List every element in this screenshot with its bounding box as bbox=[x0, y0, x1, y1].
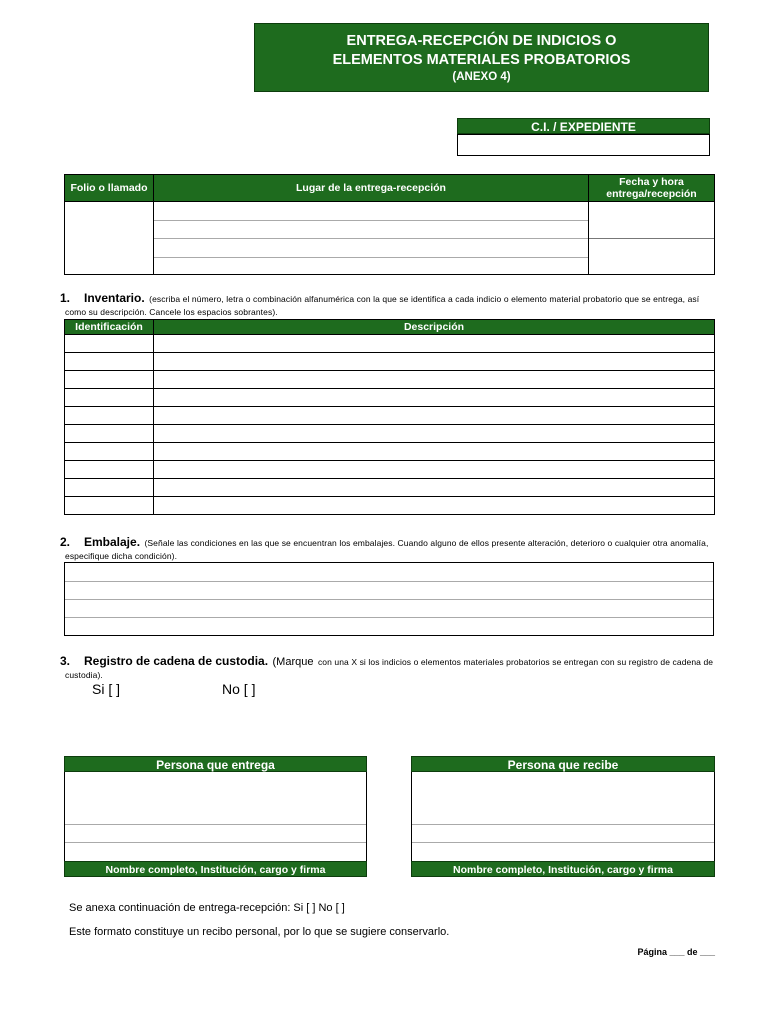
embalaje-title: Embalaje. bbox=[84, 535, 141, 549]
lugar-field[interactable] bbox=[154, 202, 589, 275]
inventory-desc-cell[interactable] bbox=[154, 407, 715, 425]
inventory-id-cell[interactable] bbox=[65, 389, 154, 407]
inventory-desc-cell[interactable] bbox=[154, 479, 715, 497]
form-title-line2: ELEMENTOS MATERIALES PROBATORIOS bbox=[332, 52, 631, 68]
cadena-custodia-heading: 3. Registro de cadena de custodia. (Marque con una X si los indicios o elementos materiales probatorios se entregan con su registro de cadena de custodia). bbox=[60, 654, 714, 680]
inventory-id-cell[interactable] bbox=[65, 497, 154, 515]
fecha-field[interactable] bbox=[589, 202, 715, 275]
cadena-custodia-title: Registro de cadena de custodia. bbox=[84, 654, 269, 668]
inventory-desc-cell[interactable] bbox=[154, 443, 715, 461]
inventory-id-cell[interactable] bbox=[65, 461, 154, 479]
inventory-desc-cell[interactable] bbox=[154, 353, 715, 371]
form-title-line1: ENTREGA-RECEPCIÓN DE INDICIOS O bbox=[346, 33, 617, 49]
identificacion-header: Identificación bbox=[65, 320, 154, 335]
ci-expediente-label: C.I. / EXPEDIENTE bbox=[457, 118, 710, 134]
anexa-continuacion-text: Se anexa continuación de entrega-recepción: Si [ ] No [ ] bbox=[69, 902, 345, 914]
persona-recibe-label: Persona que recibe bbox=[411, 756, 715, 772]
inventory-id-cell[interactable] bbox=[65, 443, 154, 461]
persona-recibe-footer: Nombre completo, Institución, cargo y firma bbox=[411, 861, 715, 877]
inventory-desc-cell[interactable] bbox=[154, 497, 715, 515]
inventory-id-cell[interactable] bbox=[65, 407, 154, 425]
inventory-id-cell[interactable] bbox=[65, 479, 154, 497]
embalaje-field[interactable] bbox=[64, 562, 714, 636]
inventory-desc-cell[interactable] bbox=[154, 371, 715, 389]
persona-recibe-field[interactable] bbox=[411, 772, 715, 861]
persona-entrega-footer: Nombre completo, Institución, cargo y firma bbox=[64, 861, 367, 877]
inventory-id-cell[interactable] bbox=[65, 353, 154, 371]
inventario-note: (escriba el número, letra o combinación alfanumérica con la que se identifica a cada indicio o elemento material probatorio que se entrega, así como su descripción. Cancele los espacios sobrantes). bbox=[65, 294, 700, 317]
form-title-box bbox=[254, 23, 709, 92]
inventory-id-cell[interactable] bbox=[65, 425, 154, 443]
folio-header: Folio o llamado bbox=[65, 175, 154, 202]
inventory-desc-cell[interactable] bbox=[154, 425, 715, 443]
inventory-desc-cell[interactable] bbox=[154, 335, 715, 353]
custodia-no-option[interactable]: No [ ] bbox=[222, 681, 256, 697]
cadena-custodia-note: con una X si los indicios o elementos materiales probatorios se entregan con su registro de cadena de custodia). bbox=[65, 657, 714, 680]
form-title-annex: (ANEXO 4) bbox=[452, 71, 511, 83]
inventory-desc-cell[interactable] bbox=[154, 461, 715, 479]
delivery-info-table bbox=[64, 174, 715, 275]
fecha-header: Fecha y hora entrega/recepción bbox=[589, 175, 715, 202]
inventario-heading: 1. Inventario. (escriba el número, letra o combinación alfanumérica con la que se identifica a cada indicio o elemento material probatorio que se entrega, así como su descripción. Cancele los espacios sobrantes). bbox=[60, 291, 700, 317]
embalaje-note: (Señale las condiciones en las que se encuentran los embalajes. Cuando alguno de ellos presente alteración, deterioro o cualquier otra anomalía, especifique dicha condición). bbox=[65, 538, 709, 561]
inventory-id-cell[interactable] bbox=[65, 371, 154, 389]
cadena-custodia-note-prefix: (Marque bbox=[272, 656, 314, 668]
recibo-personal-text: Este formato constituye un recibo personal, por lo que se sugiere conservarlo. bbox=[69, 926, 450, 938]
page-number: Página ___ de ___ bbox=[637, 947, 715, 957]
inventario-title: Inventario. bbox=[84, 291, 145, 305]
embalaje-heading: 2. Embalaje. (Señale las condiciones en las que se encuentran los embalajes. Cuando alguno de ellos presente alteración, deterioro o cualquier otra anomalía, especifique dicha condición). bbox=[60, 535, 709, 561]
persona-entrega-label: Persona que entrega bbox=[64, 756, 367, 772]
ci-expediente-field[interactable] bbox=[457, 134, 710, 156]
folio-field[interactable] bbox=[65, 202, 154, 275]
persona-recibe-block bbox=[411, 756, 715, 877]
lugar-header: Lugar de la entrega-recepción bbox=[154, 175, 589, 202]
custodia-si-option[interactable]: Si [ ] bbox=[92, 681, 121, 697]
inventory-desc-cell[interactable] bbox=[154, 389, 715, 407]
descripcion-header: Descripción bbox=[154, 320, 715, 335]
inventory-id-cell[interactable] bbox=[65, 335, 154, 353]
inventory-table bbox=[64, 319, 715, 515]
persona-entrega-block bbox=[64, 756, 367, 877]
persona-entrega-field[interactable] bbox=[64, 772, 367, 861]
